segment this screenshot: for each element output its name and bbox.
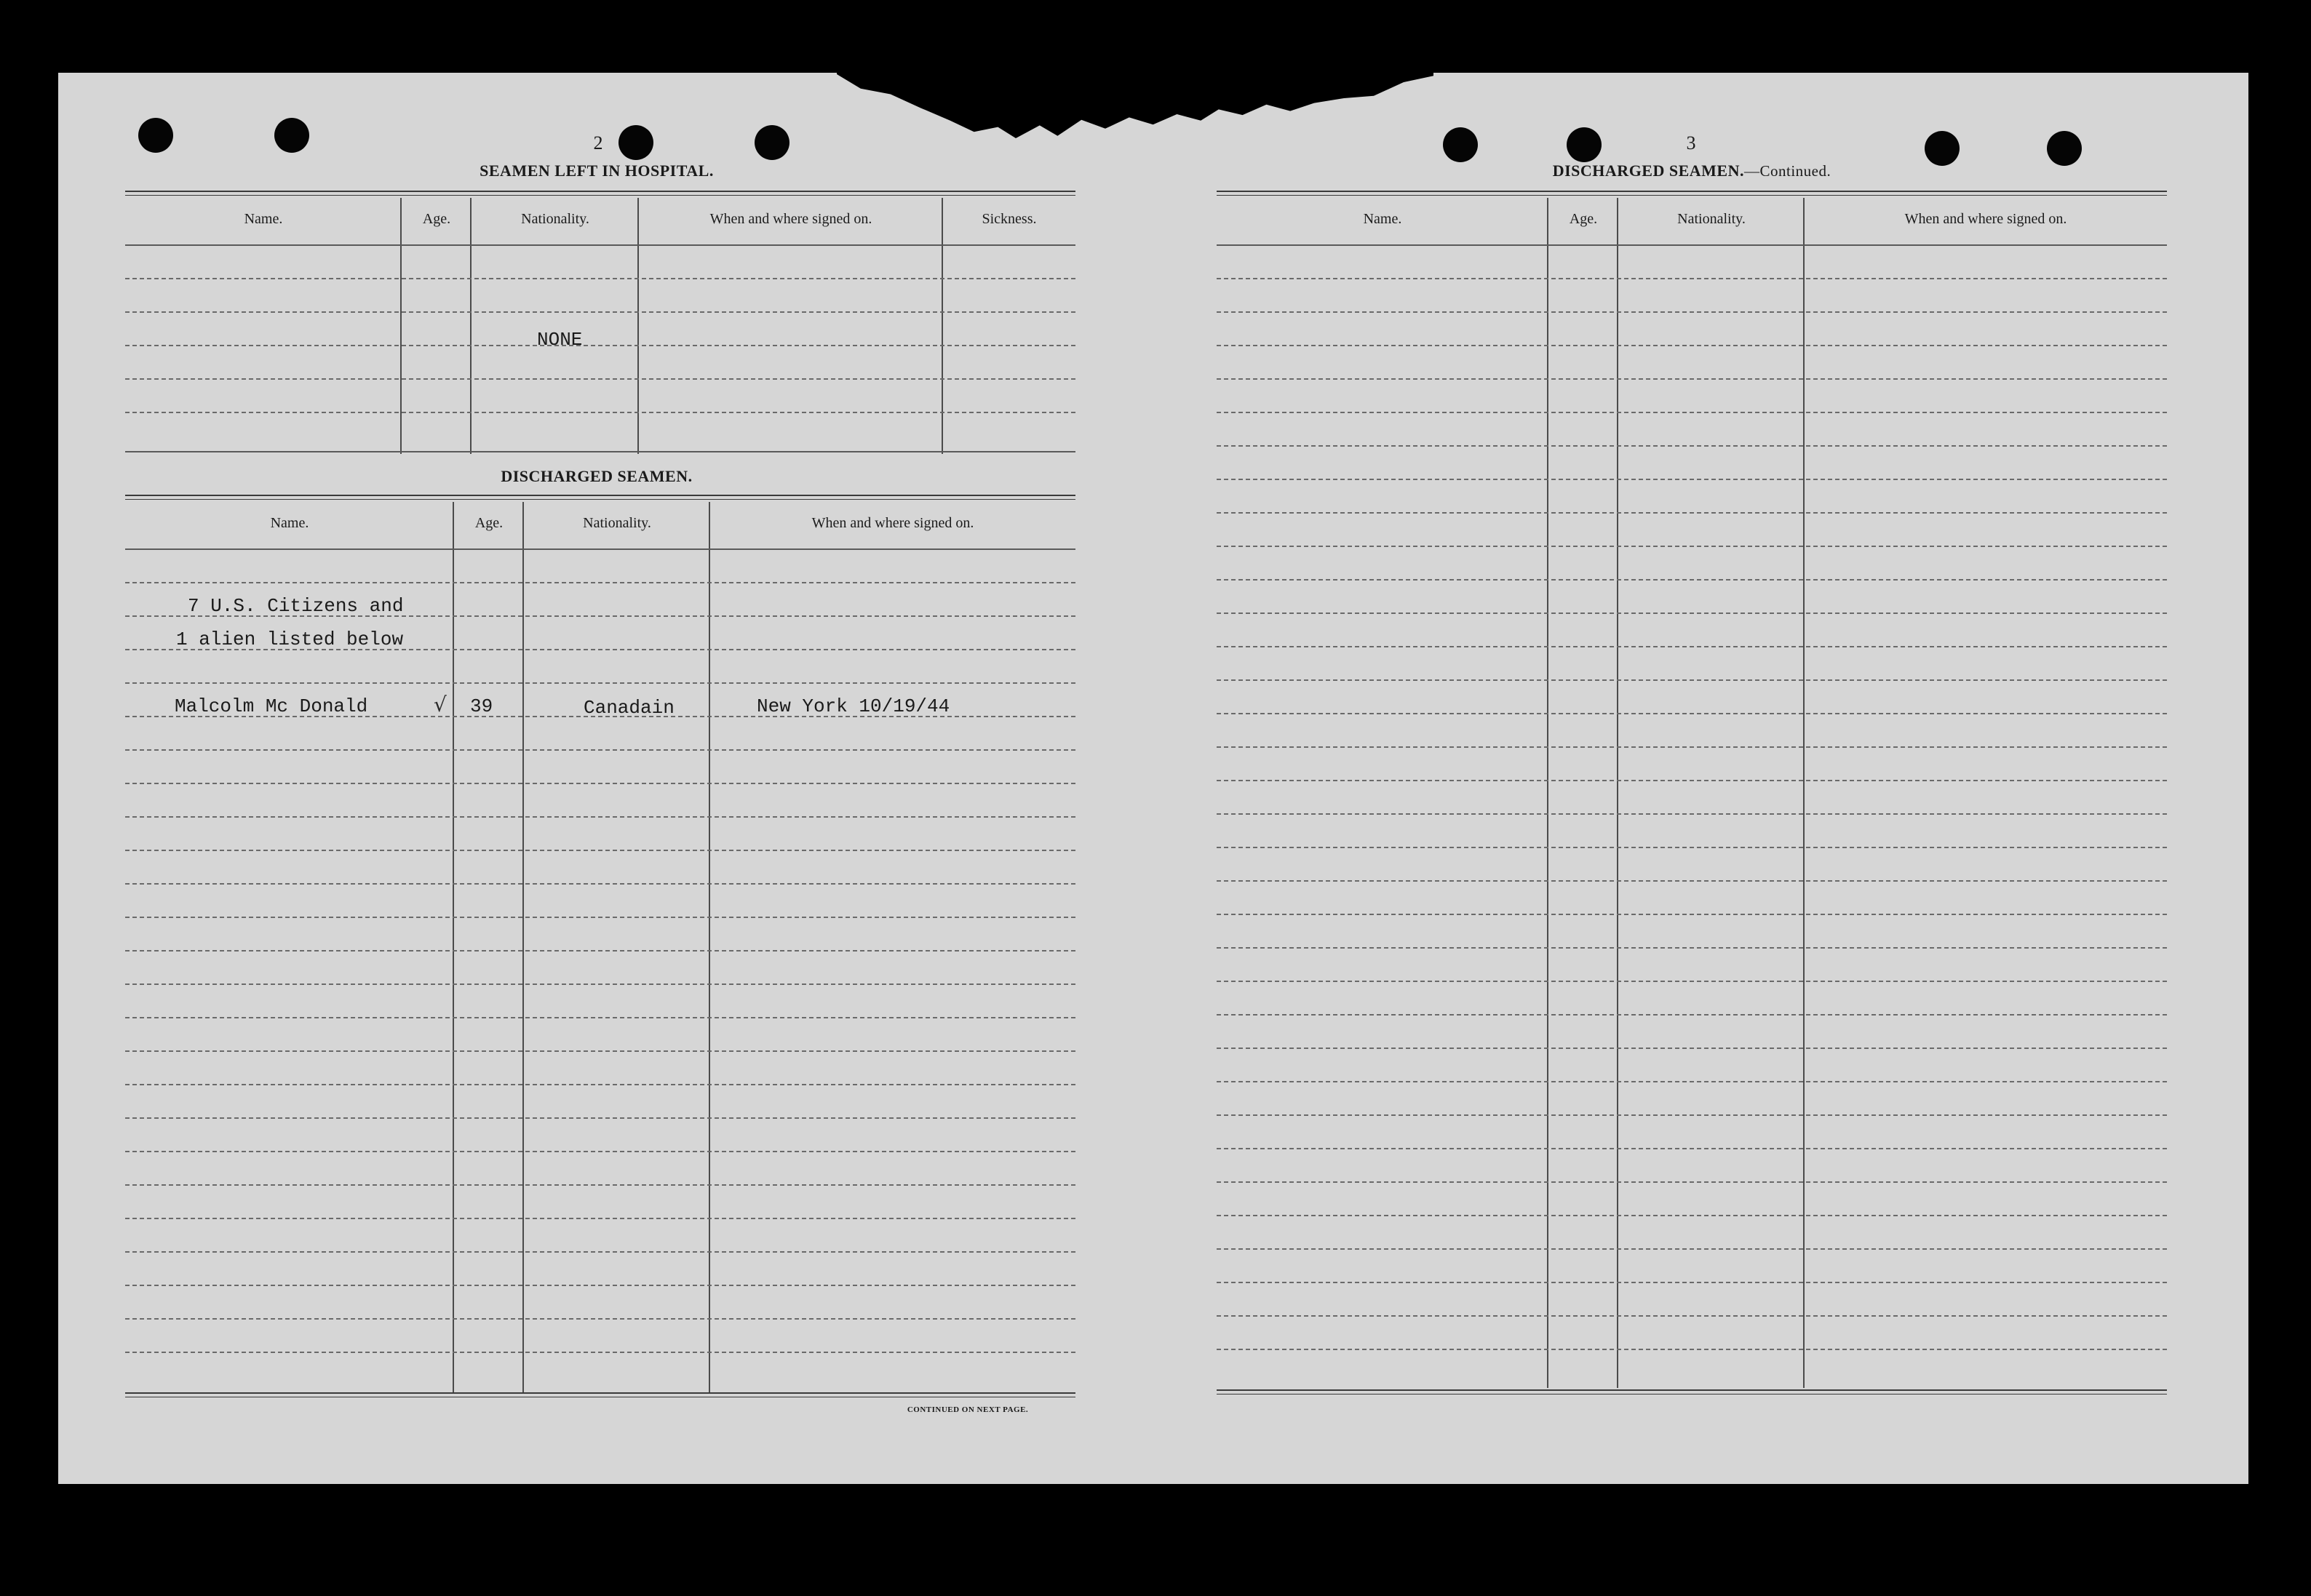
- column-divider: [453, 502, 454, 1394]
- table-bottom-rule: [125, 1392, 1075, 1394]
- ruled-line: [1217, 981, 2167, 982]
- ruled-line: [125, 682, 1075, 684]
- discharged-title-continued: —Continued.: [1744, 162, 1831, 180]
- ruled-line: [1217, 613, 2167, 614]
- column-divider: [709, 502, 710, 1394]
- ruled-line: [125, 1050, 1075, 1052]
- ruled-line: [125, 917, 1075, 918]
- ruled-line: [125, 1318, 1075, 1320]
- ruled-line: [1217, 278, 2167, 279]
- ruled-line: [1217, 1014, 2167, 1016]
- rule: [1217, 195, 2167, 196]
- ruled-line: [1217, 1315, 2167, 1317]
- ruled-line: [125, 883, 1075, 885]
- ruled-line: [125, 1352, 1075, 1353]
- ruled-line: [1217, 445, 2167, 447]
- rule: [125, 191, 1075, 192]
- ruled-line: [125, 378, 1075, 380]
- ruled-line: [125, 1251, 1075, 1253]
- column-divider: [637, 198, 639, 454]
- column-divider: [522, 502, 524, 1394]
- hospital-entry-none: NONE: [537, 329, 583, 351]
- punch-hole: [1925, 131, 1960, 166]
- column-divider: [400, 198, 402, 454]
- ruled-line: [1217, 1048, 2167, 1049]
- column-header-name: Name.: [1363, 211, 1402, 227]
- column-header-signed-on: When and where signed on.: [811, 515, 974, 531]
- ruled-line: [125, 749, 1075, 751]
- ruled-line: [125, 816, 1075, 818]
- ruled-line: [125, 278, 1075, 279]
- table-bottom-rule: [1217, 1389, 2167, 1391]
- ruled-line: [1217, 880, 2167, 882]
- ruled-line: [1217, 512, 2167, 514]
- ruled-line: [1217, 1349, 2167, 1350]
- ruled-line: [125, 1151, 1075, 1152]
- ruled-line: [125, 1117, 1075, 1119]
- continued-note: CONTINUED ON NEXT PAGE.: [907, 1405, 1029, 1414]
- typed-note-line-2: 1 alien listed below: [176, 629, 404, 650]
- ruled-line: [1217, 914, 2167, 915]
- ruled-line: [1217, 1081, 2167, 1082]
- punch-hole: [755, 125, 789, 160]
- column-divider: [1547, 198, 1548, 1388]
- ruled-line: [1217, 311, 2167, 313]
- ruled-line: [125, 582, 1075, 583]
- column-header-nationality: Nationality.: [583, 515, 651, 531]
- seaman-signed-on: New York 10/19/44: [757, 695, 950, 717]
- discharged-title-main: DISCHARGED SEAMEN.: [1552, 161, 1744, 180]
- ruled-line: [1217, 947, 2167, 949]
- ruled-line: [125, 311, 1075, 313]
- check-mark: √: [434, 693, 447, 717]
- header-underline: [125, 548, 1075, 550]
- discharged-section-title: DISCHARGED SEAMEN.: [501, 467, 693, 485]
- ruled-line: [1217, 1215, 2167, 1216]
- column-header-age: Age.: [1569, 211, 1598, 227]
- ruled-line: [1217, 412, 2167, 413]
- ruled-line: [125, 850, 1075, 851]
- ruled-line: [125, 1017, 1075, 1018]
- punch-hole: [138, 118, 173, 153]
- ruled-line: [125, 345, 1075, 346]
- ruled-line: [125, 1285, 1075, 1286]
- hospital-section-title: SEAMEN LEFT IN HOSPITAL.: [480, 161, 714, 180]
- column-header-signed-on: When and where signed on.: [1904, 211, 2067, 227]
- ruled-line: [1217, 813, 2167, 815]
- punch-hole: [274, 118, 309, 153]
- ruled-line: [1217, 679, 2167, 681]
- ruled-line: [125, 1218, 1075, 1219]
- column-header-age: Age.: [422, 211, 451, 227]
- page-number-right: 3: [1686, 132, 1696, 153]
- punch-hole: [2047, 131, 2082, 166]
- ruled-line: [125, 983, 1075, 985]
- punch-hole: [1443, 127, 1478, 162]
- column-divider: [470, 198, 472, 454]
- column-header-age: Age.: [474, 515, 504, 531]
- ruled-line: [1217, 546, 2167, 547]
- ruled-line: [125, 412, 1075, 413]
- typed-note-line-1: 7 U.S. Citizens and: [188, 595, 404, 617]
- discharged-table-right: [1217, 198, 2167, 1388]
- ruled-line: [1217, 1248, 2167, 1250]
- rule: [125, 195, 1075, 196]
- ruled-line: [1217, 713, 2167, 714]
- ruled-line: [1217, 1181, 2167, 1183]
- rule: [125, 495, 1075, 496]
- header-underline: [125, 244, 1075, 246]
- hospital-table: [125, 198, 1075, 454]
- seaman-nationality: Canadain: [584, 697, 675, 719]
- rule: [1217, 191, 2167, 192]
- column-header-nationality: Nationality.: [521, 211, 589, 227]
- column-header-sickness: Sickness.: [982, 211, 1037, 227]
- column-header-signed-on: When and where signed on.: [709, 211, 872, 227]
- table-bottom-rule: [125, 451, 1075, 452]
- ruled-line: [1217, 1148, 2167, 1149]
- ruled-line: [125, 950, 1075, 951]
- ruled-line: [1217, 746, 2167, 748]
- ruled-line: [1217, 345, 2167, 346]
- column-header-nationality: Nationality.: [1677, 211, 1746, 227]
- ruled-line: [1217, 780, 2167, 781]
- ruled-line: [125, 1084, 1075, 1085]
- ruled-line: [1217, 479, 2167, 480]
- ruled-line: [1217, 646, 2167, 647]
- ruled-line: [125, 783, 1075, 784]
- column-header-name: Name.: [270, 515, 309, 531]
- page-number-left: 2: [593, 132, 603, 153]
- seaman-name: Malcolm Mc Donald: [175, 695, 368, 717]
- column-divider: [942, 198, 943, 454]
- column-header-name: Name.: [244, 211, 283, 227]
- column-divider: [1803, 198, 1805, 1388]
- ruled-line: [1217, 378, 2167, 380]
- ruled-line: [125, 1184, 1075, 1186]
- rule: [125, 499, 1075, 500]
- punch-hole: [1567, 127, 1602, 162]
- ruled-line: [1217, 1282, 2167, 1283]
- discharged-continued-title: [1455, 161, 1928, 180]
- seaman-age: 39: [470, 695, 493, 717]
- header-underline: [1217, 244, 2167, 246]
- ruled-line: [1217, 1114, 2167, 1116]
- ruled-line: [1217, 579, 2167, 580]
- column-divider: [1617, 198, 1618, 1388]
- ruled-line: [1217, 847, 2167, 848]
